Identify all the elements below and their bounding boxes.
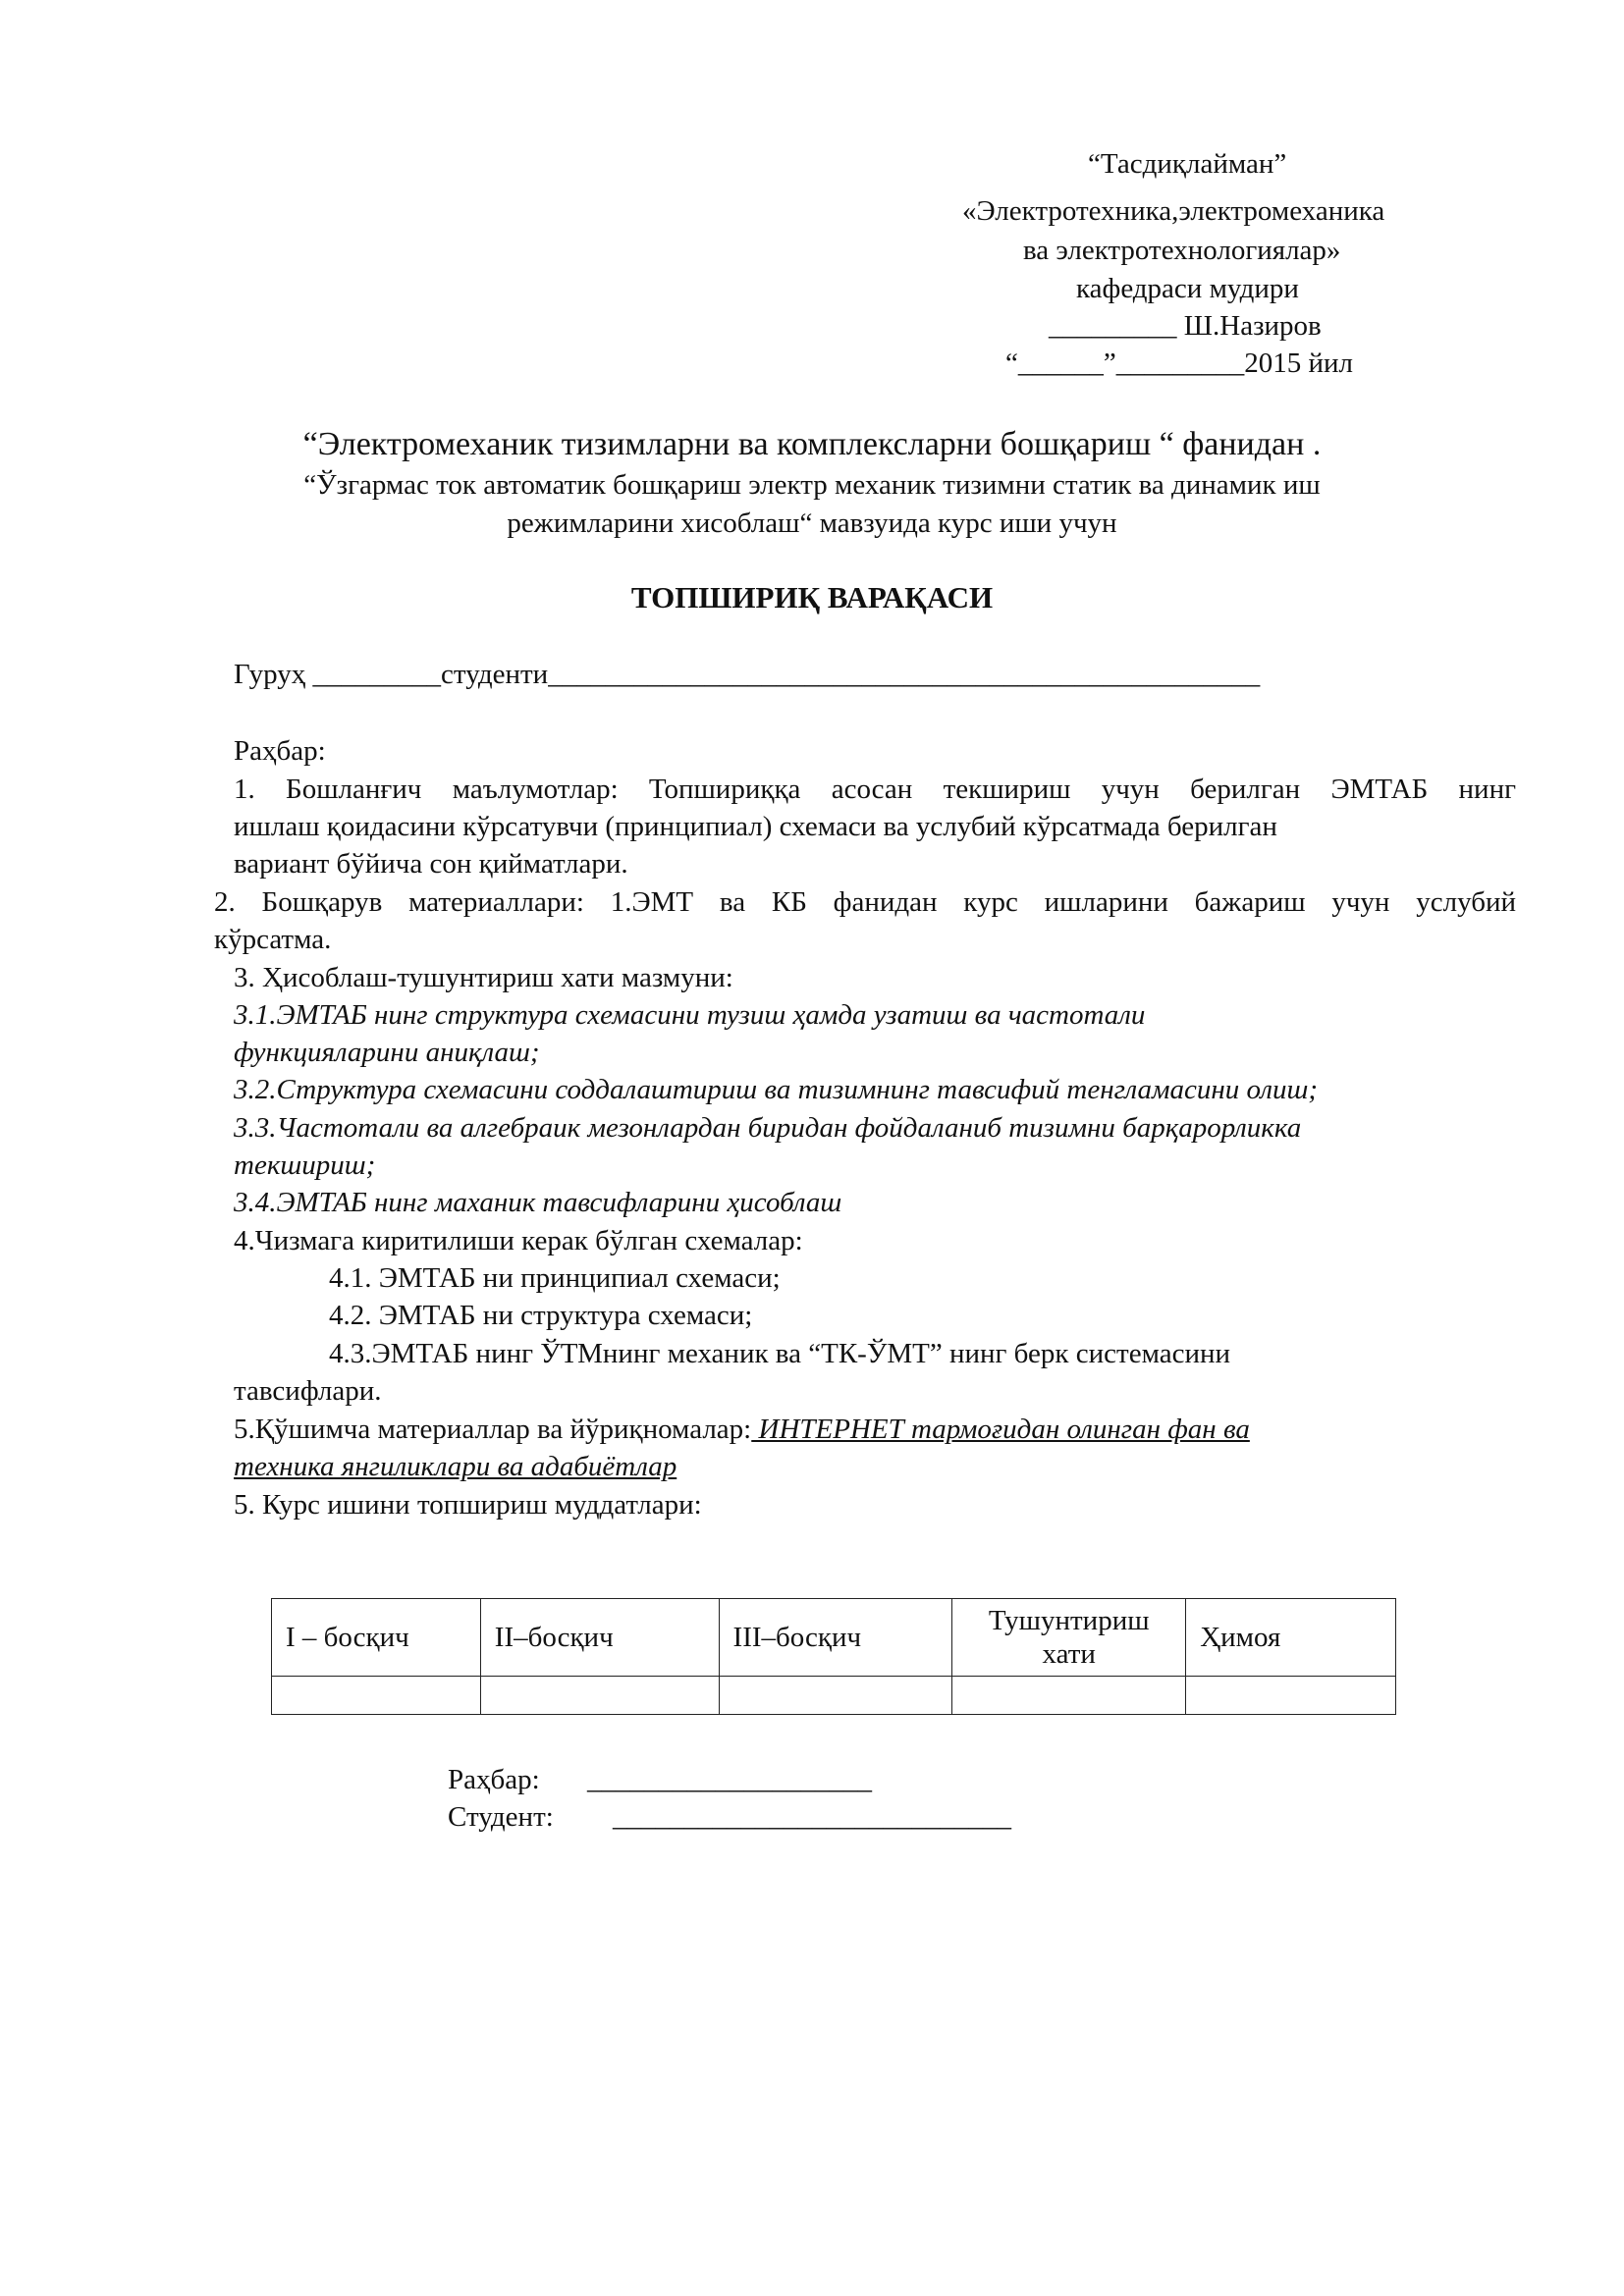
item4-1: 4.1. ЭМТАБ ни принципиал схемаси; (329, 1262, 781, 1294)
subject-line2: “Ўзгармас ток автоматик бошқариш электр механик тизимни статик ва динамик иш (303, 469, 1321, 501)
approval-date: “______”_________2015 йил (1005, 347, 1354, 379)
approval-department-line2: ва электротехнологиялар» (1023, 235, 1341, 266)
item1-line2: ишлаш қоидасини кўрсатувчи (принципиал) схемаси ва услубий кўрсатмада берилган (234, 811, 1277, 842)
approval-department-line1: «Электротехника,электромеханика (962, 195, 1385, 227)
schedule-cell (480, 1677, 719, 1715)
item3-2: 3.2.Структура схемасини соддалаштириш ва тизимнинг тавсифий тенгламасини олиш; (234, 1074, 1319, 1105)
schedule-cell (272, 1677, 481, 1715)
schedule-cell (952, 1677, 1186, 1715)
signature-student-label: Студент: (448, 1801, 554, 1833)
group-student-line: Гуруҳ _________студенти__________________________________________________ (234, 659, 1261, 690)
schedule-header-cell: I – босқич (272, 1599, 481, 1677)
subject-line1: “Электромеханик тизимларни ва комплексларни бошқариш “ фанидан . (302, 426, 1322, 462)
item3-1-line1: 3.1.ЭМТАБ нинг структура схемасини тузиш ҳамда узатиш ва частотали (234, 999, 1146, 1031)
approval-department-line3: кафедраси мудири (1076, 273, 1299, 304)
schedule-cell (719, 1677, 952, 1715)
item2-line2: кўрсатма. (214, 924, 332, 955)
item4-title: 4.Чизмага киритилиши керак бўлган схемалар: (234, 1225, 803, 1256)
schedule-table (271, 1598, 1396, 1715)
item4-2: 4.2. ЭМТАБ ни структура схемаси; (329, 1300, 753, 1331)
approval-signature: _________ Ш.Назиров (1049, 310, 1322, 342)
item3-3-line1: 3.3.Частотали ва алгебраик мезонлардан биридан фойдаланиб тизимни барқарорликка (234, 1112, 1302, 1144)
item3-title: 3. Ҳисоблаш-тушунтириш хати мазмуни: (234, 962, 733, 993)
item5-line1 (234, 1411, 1250, 1448)
signature-student-line: ____________________________ (613, 1801, 1011, 1833)
item6-title: 5. Курс ишини топшириш муддатлари: (234, 1489, 702, 1521)
item4-3-line1: 4.3.ЭМТАБ нинг ЎТМнинг механик ва “ТК-ЎМТ” нинг берк системасини (329, 1338, 1231, 1369)
schedule-header-cell: III–босқич (719, 1599, 952, 1677)
item1-line3: вариант бўйича сон қийматлари. (234, 848, 628, 880)
document-title: ТОПШИРИҚ ВАРАҚАСИ (630, 580, 994, 614)
schedule-header-row (272, 1599, 1396, 1677)
schedule-header-cell: II–босқич (480, 1599, 719, 1677)
schedule-header-cell: Тушунтириш хати (952, 1599, 1186, 1677)
item5-prefix: 5.Қўшимча материаллар ва йўриқномалар: (234, 1414, 752, 1445)
item5-link-part2: техника янгиликлари ва адабиётлар (234, 1451, 677, 1482)
leader-label: Раҳбар: (234, 735, 326, 767)
item1-line1: 1. Бошланғич маълумотлар: Топшириққа асосан текшириш учун берилган ЭМТАБ нинг (234, 774, 1516, 805)
item3-1-line2: функцияларини аниқлаш; (234, 1037, 540, 1068)
subject-line3: режимларини хисоблаш“ мавзуида курс иши учун (507, 507, 1117, 539)
item5-link-part1: ИНТЕРНЕТ тармоғидан олинган фан ва (751, 1414, 1250, 1445)
approval-title: “Тасдиқлайман” (1088, 148, 1287, 180)
schedule-cell (1186, 1677, 1396, 1715)
item3-3-line2: текшириш; (234, 1149, 376, 1181)
item2-line1: 2. Бошқарув материаллари: 1.ЭМТ ва КБ фанидан курс ишларини бажариш учун услубий (214, 886, 1516, 918)
signature-leader-line: ____________________ (587, 1764, 872, 1795)
signature-leader-label: Раҳбар: (448, 1764, 540, 1795)
item4-3-line2: тавсифлари. (234, 1375, 382, 1407)
schedule-header-cell: Ҳимоя (1186, 1599, 1396, 1677)
item3-4: 3.4.ЭМТАБ нинг маханик тавсифларини ҳисоблаш (234, 1187, 842, 1218)
schedule-row (272, 1677, 1396, 1715)
